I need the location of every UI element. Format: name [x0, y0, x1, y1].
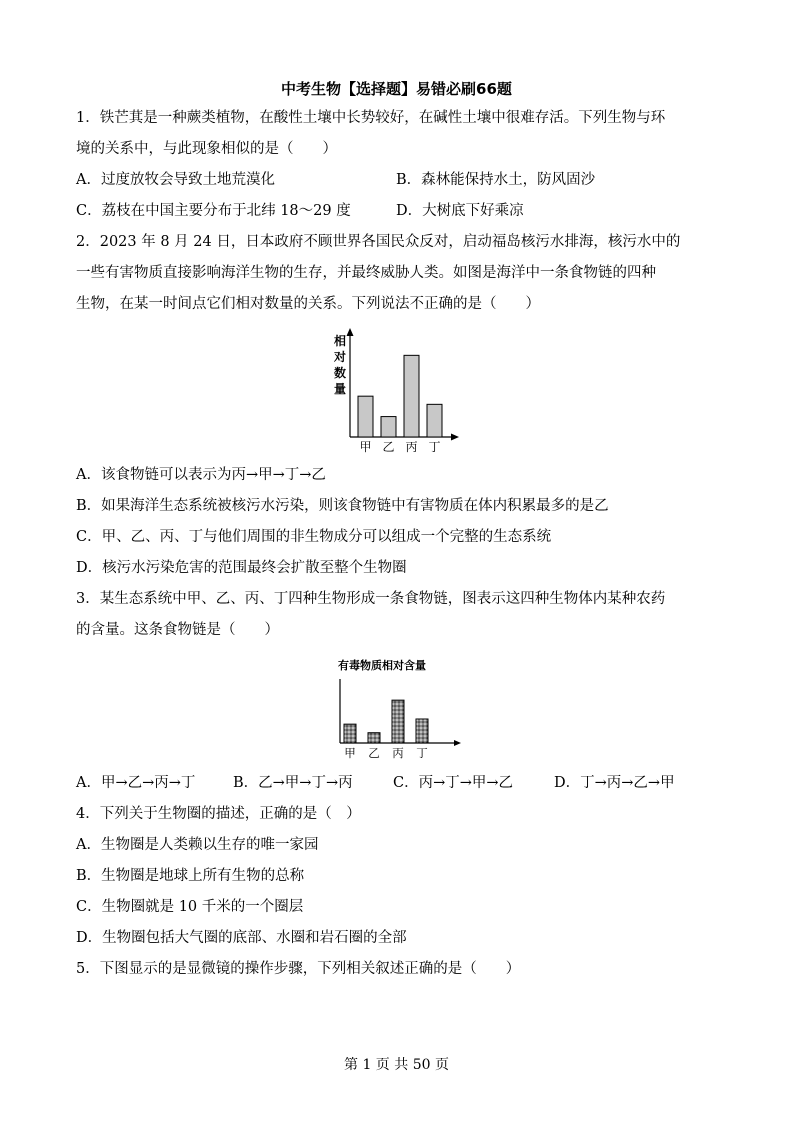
q1-option-d: D．大树底下好乘凉 [396, 203, 524, 219]
q4-stem: 4．下列关于生物圈的描述，正确的是（ ） [76, 806, 361, 822]
y-label-char: 对 [333, 350, 347, 364]
q2-option-b: B．如果海洋生态系统被核污水污染，则该食物链中有害物质在体内积累最多的是乙 [76, 498, 609, 514]
q4-option-a: A．生物圈是人类赖以生存的唯一家园 [76, 837, 319, 853]
q1-stem-line1: 1．铁芒萁是一种蕨类植物，在酸性土壤中长势较好，在碱性土壤中很难存活。下列生物与环 [76, 110, 666, 126]
q2-option-a: A．该食物链可以表示为丙→甲→丁→乙 [76, 467, 326, 483]
bar-乙 [368, 733, 380, 743]
bar-丁 [427, 404, 442, 437]
q4-option-d: D．生物圈包括大气圈的底部、水圈和岩石圈的全部 [76, 930, 407, 946]
bar-丙 [404, 355, 419, 437]
y-axis-label [333, 333, 346, 396]
q3-stem-line1: 3．某生态系统中甲、乙、丙、丁四种生物形成一条食物链，图表示这四种生物体内某种农药 [76, 591, 666, 607]
x-axis-arrow [454, 740, 461, 746]
q2-bar-chart [320, 325, 470, 457]
q3-option-c: C．丙→丁→甲→乙 [393, 775, 514, 791]
q2-option-d: D．核污水污染危害的范围最终会扩散至整个生物圈 [76, 560, 407, 576]
y-label-char: 数 [333, 366, 347, 380]
x-tick-label: 丁 [416, 746, 428, 760]
q2-stem-line2: 一些有害物质直接影响海洋生物的生存，并最终威胁人类。如图是海洋中一条食物链的四种 [76, 265, 656, 281]
q1-option-a: A．过度放牧会导致土地荒漠化 [76, 172, 275, 188]
x-tick-label: 甲 [359, 440, 372, 454]
q2-stem-line1: 2．2023 年 8 月 24 日，日本政府不顾世界各国民众反对，启动福岛核污水排海，核污水中的 [76, 234, 681, 250]
y-axis-arrow [347, 328, 354, 336]
q2-stem-line3: 生物，在某一时间点它们相对数量的关系。下列说法不正确的是（ ） [76, 296, 540, 312]
q4-option-b: B．生物圈是地球上所有生物的总称 [76, 868, 305, 884]
q3-bar-chart [330, 653, 465, 765]
q3-options [76, 773, 675, 793]
x-tick-label: 丁 [428, 440, 441, 454]
x-tick-label: 丙 [405, 440, 418, 454]
q1-stem-line2: 境的关系中，与此现象相似的是（ ） [76, 141, 337, 157]
q1-option-c: C．荔枝在中国主要分布于北纬 18～29 度 [76, 203, 351, 219]
q3-option-a: A．甲→乙→丙→丁 [76, 775, 196, 791]
page-title: 中考生物【选择题】易错必刷66题 [281, 80, 512, 98]
x-tick-label: 甲 [344, 746, 356, 760]
bar-甲 [358, 396, 373, 437]
bar-丙 [392, 700, 404, 743]
q5-stem: 5．下图显示的是显微镜的操作步骤，下列相关叙述正确的是（ ） [76, 961, 521, 977]
page-footer: 第 1 页 共 50 页 [344, 1057, 449, 1073]
bar-丁 [416, 719, 428, 743]
x-axis-arrow [451, 434, 459, 441]
q2-option-c: C．甲、乙、丙、丁与他们周围的非生物成分可以组成一个完整的生态系统 [76, 529, 552, 545]
x-tick-label: 乙 [368, 746, 380, 760]
q3-option-b: B．乙→甲→丁→丙 [233, 775, 353, 791]
chart-title: 有毒物质相对含量 [338, 659, 426, 672]
q3-stem-line2: 的含量。这条食物链是（ ） [76, 622, 279, 638]
x-tick-label: 丙 [392, 746, 404, 760]
bar-甲 [344, 724, 356, 743]
x-tick-label: 乙 [382, 440, 395, 454]
q1-option-b: B．森林能保持水土，防风固沙 [396, 172, 596, 188]
y-label-char: 相 [333, 334, 347, 348]
bar-乙 [381, 417, 396, 437]
y-label-char: 量 [333, 382, 347, 396]
q4-option-c: C．生物圈就是 10 千米的一个圈层 [76, 899, 304, 915]
q3-option-d: D．丁→丙→乙→甲 [554, 775, 675, 791]
